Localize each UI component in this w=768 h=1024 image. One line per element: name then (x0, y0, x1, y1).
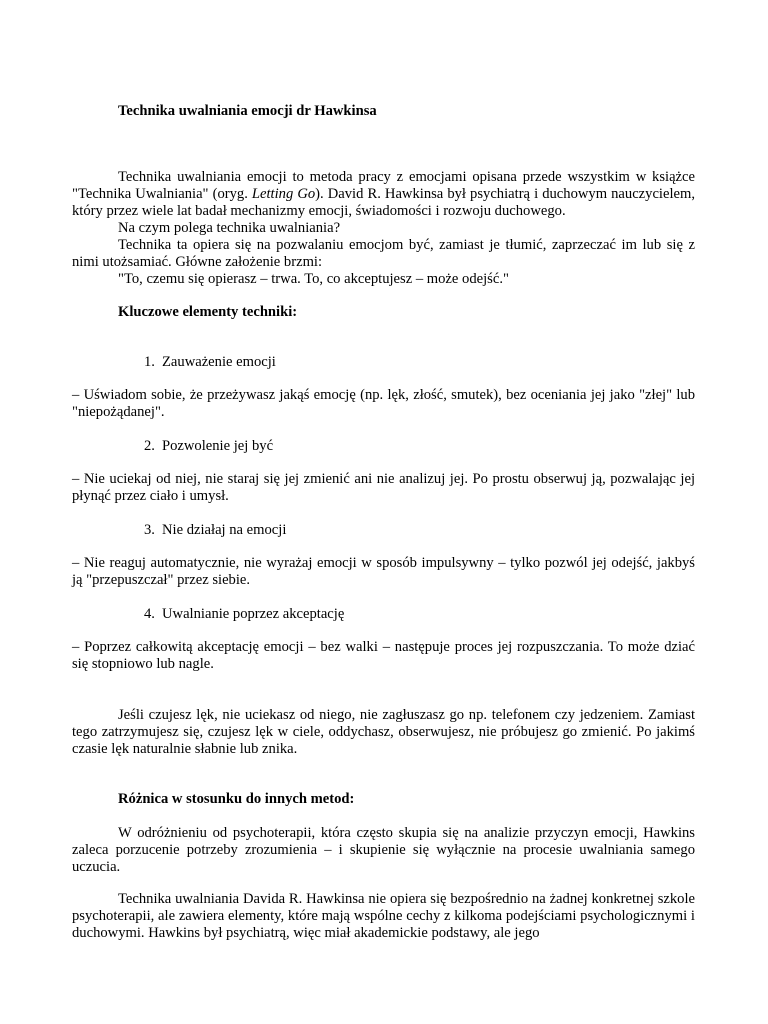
elements-heading: Kluczowe elementy techniki: (118, 304, 298, 320)
step-1-label: Zauważenie emocji (162, 354, 276, 370)
step-4-label: Uwalnianie poprzez akceptację (162, 606, 345, 622)
intro-question: Na czym polega technika uwalniania? (118, 220, 341, 236)
step-1-number: 1. (144, 354, 155, 370)
step-3-label: Nie działaj na emocji (162, 522, 287, 538)
example-paragraph: Jeśli czujesz lęk, nie uciekasz od niego, nie zagłuszasz go np. telefonem czy jedzeniem. Zamiast tego zatrzymujesz się, czujesz lęk w ciele, oddychasz, obserwujesz, nie próbujesz go zmienić. Po jakimś czasie lęk naturalnie słabnie lub znika. (72, 707, 695, 757)
step-3-description: – Nie reaguj automatycznie, nie wyrażaj emocji w sposób impulsywny – tylko pozwól jej odejść, jakbyś ją "przepuszczał" przez siebie. (72, 555, 695, 588)
step-3-number: 3. (144, 522, 155, 538)
difference-heading: Różnica w stosunku do innych metod: (118, 791, 355, 807)
step-2-title (144, 438, 273, 455)
document-page (72, 0, 695, 1024)
step-2-number: 2. (144, 438, 155, 454)
intro-principle: Technika ta opiera się na pozwalaniu emocjom być, zamiast je tłumić, zaprzeczać im lub się z nimi utożsamiać. Główne założenie brzmi: (72, 237, 695, 270)
document-title: Technika uwalniania emocji dr Hawkinsa (118, 103, 377, 119)
step-4-number: 4. (144, 606, 155, 622)
intro-text-start: Technika uwalniania emocji to metoda pracy z emocjami opisana przede wszystkim w książce "Technika Uwalniania" (oryg. (72, 169, 695, 202)
step-1-title (144, 354, 276, 371)
step-4-description: – Poprzez całkowitą akceptację emocji – bez walki – następuje proces jej rozpuszczania. To może dziać się stopniowo lub nagle. (72, 639, 695, 672)
step-1-description: – Uświadom sobie, że przeżywasz jakąś emocję (np. lęk, złość, smutek), bez oceniania jej jako "złej" lub "niepożądanej". (72, 387, 695, 420)
step-3-title (144, 522, 286, 539)
intro-text-end: ). David R. Hawkinsa był psychiatrą i duchowym nauczycielem, który przez wiele lat badał mechanizmy emocji, świadomości i rozwoju duchowego. (72, 186, 695, 219)
difference-paragraph-2: Technika uwalniania Davida R. Hawkinsa nie opiera się bezpośrednio na żadnej konkretnej szkole psychoterapii, ale zawiera elementy, które mają wspólne cechy z kilkoma podejściami psychologicznymi i duchowymi. Hawkins był psychiatrą, więc miał akademickie podstawy, ale jego (72, 891, 695, 941)
step-2-label: Pozwolenie jej być (162, 438, 274, 454)
difference-paragraph-1: W odróżnieniu od psychoterapii, która często skupia się na analizie przyczyn emocji, Hawkins zaleca porzucenie potrzeby zrozumienia – i skupienie się wyłącznie na procesie uwalniania samego uczucia. (72, 825, 695, 875)
intro-paragraph (72, 169, 695, 220)
intro-original-title: Letting Go (251, 186, 316, 202)
step-4-title (144, 606, 344, 623)
step-2-description: – Nie uciekaj od niej, nie staraj się jej zmienić ani nie analizuj jej. Po prostu obserwuj ją, pozwalając jej płynąć przez ciało i umysł. (72, 471, 695, 504)
intro-quote: "To, czemu się opierasz – trwa. To, co akceptujesz – może odejść." (118, 271, 509, 287)
